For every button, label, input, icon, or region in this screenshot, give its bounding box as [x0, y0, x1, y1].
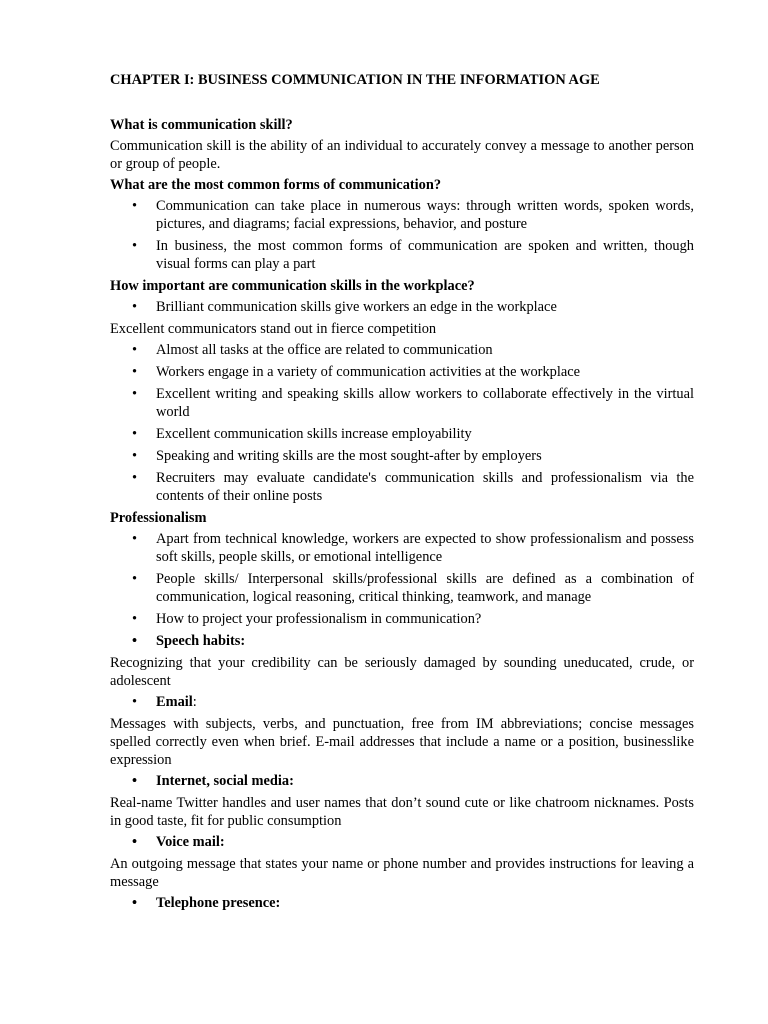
chapter-title: CHAPTER I: BUSINESS COMMUNICATION IN THE INFORMATION AGE — [110, 72, 600, 88]
document-body — [110, 71, 694, 916]
bullet-icon: • — [132, 198, 138, 214]
bullet-icon: • — [132, 895, 138, 911]
list-item: • People skills/ Interpersonal skills/professional skills are defined as a combination of communication, logical reasoning, critical thinking, teamwork, and manage — [132, 571, 694, 605]
bullet-icon: • — [132, 611, 138, 627]
list-item: • How to project your professionalism in communication? — [132, 611, 482, 627]
list-item-telephone: • Telephone presence: — [132, 895, 281, 911]
paragraph-speech-habits: Recognizing that your credibility can be seriously damaged by sounding uneducated, crude, or adolescent — [110, 655, 694, 689]
bullet-icon: • — [132, 342, 138, 358]
paragraph-email: Messages with subjects, verbs, and punctuation, free from IM abbreviations; concise messages spelled correctly even when brief. E-mail addresses that include a name or a position, businesslike expression — [110, 716, 694, 768]
paragraph-voicemail: An outgoing message that states your name or phone number and provides instructions for leaving a message — [110, 856, 694, 890]
list-email — [110, 693, 694, 711]
email-colon: : — [192, 694, 197, 710]
bullet-icon: • — [132, 571, 138, 587]
bullet-icon: • — [132, 364, 138, 380]
list-professionalism — [110, 530, 694, 650]
bullet-icon: • — [132, 238, 138, 254]
list-item: • Excellent writing and speaking skills allow workers to collaborate effectively in the virtual world — [132, 386, 694, 420]
list-common-forms — [110, 197, 694, 273]
bullet-icon: • — [132, 470, 138, 486]
bullet-icon: • — [132, 386, 138, 402]
list-item: • Workers engage in a variety of communication activities at the workplace — [132, 364, 581, 380]
list-item: • Communication can take place in numerous ways: through written words, spoken words, pictures, and diagrams; facial expressions, behavior, and posture — [132, 198, 694, 232]
list-item-voicemail: • Voice mail: — [132, 834, 225, 850]
heading-common-forms: What are the most common forms of communication? — [110, 177, 442, 193]
list-internet — [110, 772, 694, 790]
list-item: • In business, the most common forms of communication are spoken and written, though visual forms can play a part — [132, 238, 694, 272]
paragraph-communication-skill-definition: Communication skill is the ability of an individual to accurately convey a message to another person or group of people. — [110, 138, 694, 172]
list-item-speech-habits: • Speech habits: — [132, 633, 246, 649]
list-importance-a — [110, 298, 694, 316]
heading-professionalism: Professionalism — [110, 510, 207, 526]
bullet-icon: • — [132, 773, 138, 789]
bullet-icon: • — [132, 448, 138, 464]
list-telephone — [110, 894, 694, 912]
email-label: Email — [156, 694, 193, 710]
list-item: • Excellent communication skills increase employability — [132, 426, 472, 442]
list-item: • Almost all tasks at the office are related to communication — [132, 342, 493, 358]
bullet-icon: • — [132, 299, 138, 315]
list-item: • Recruiters may evaluate candidate's communication skills and professionalism via the contents of their online posts — [132, 470, 694, 504]
list-item-internet: • Internet, social media: — [132, 773, 294, 789]
bullet-icon: • — [132, 426, 138, 442]
list-item: • Brilliant communication skills give workers an edge in the workplace — [132, 299, 557, 315]
list-item: • Speaking and writing skills are the most sought-after by employers — [132, 448, 542, 464]
heading-importance-workplace: How important are communication skills in the workplace? — [110, 278, 475, 294]
list-voicemail — [110, 833, 694, 851]
list-importance-b — [110, 341, 694, 505]
list-item: • Apart from technical knowledge, workers are expected to show professionalism and possess soft skills, people skills, or emotional intelligence — [132, 531, 694, 565]
bullet-icon: • — [132, 633, 138, 649]
bullet-icon: • — [132, 834, 138, 850]
paragraph-excellent-communicators: Excellent communicators stand out in fierce competition — [110, 321, 437, 337]
heading-what-is-communication-skill: What is communication skill? — [110, 117, 293, 133]
bullet-icon: • — [132, 531, 138, 547]
bullet-icon: • — [132, 694, 138, 710]
list-item-email — [132, 693, 694, 711]
paragraph-internet: Real-name Twitter handles and user names that don’t sound cute or like chatroom nicknames. Posts in good taste, fit for public consumption — [110, 795, 694, 829]
